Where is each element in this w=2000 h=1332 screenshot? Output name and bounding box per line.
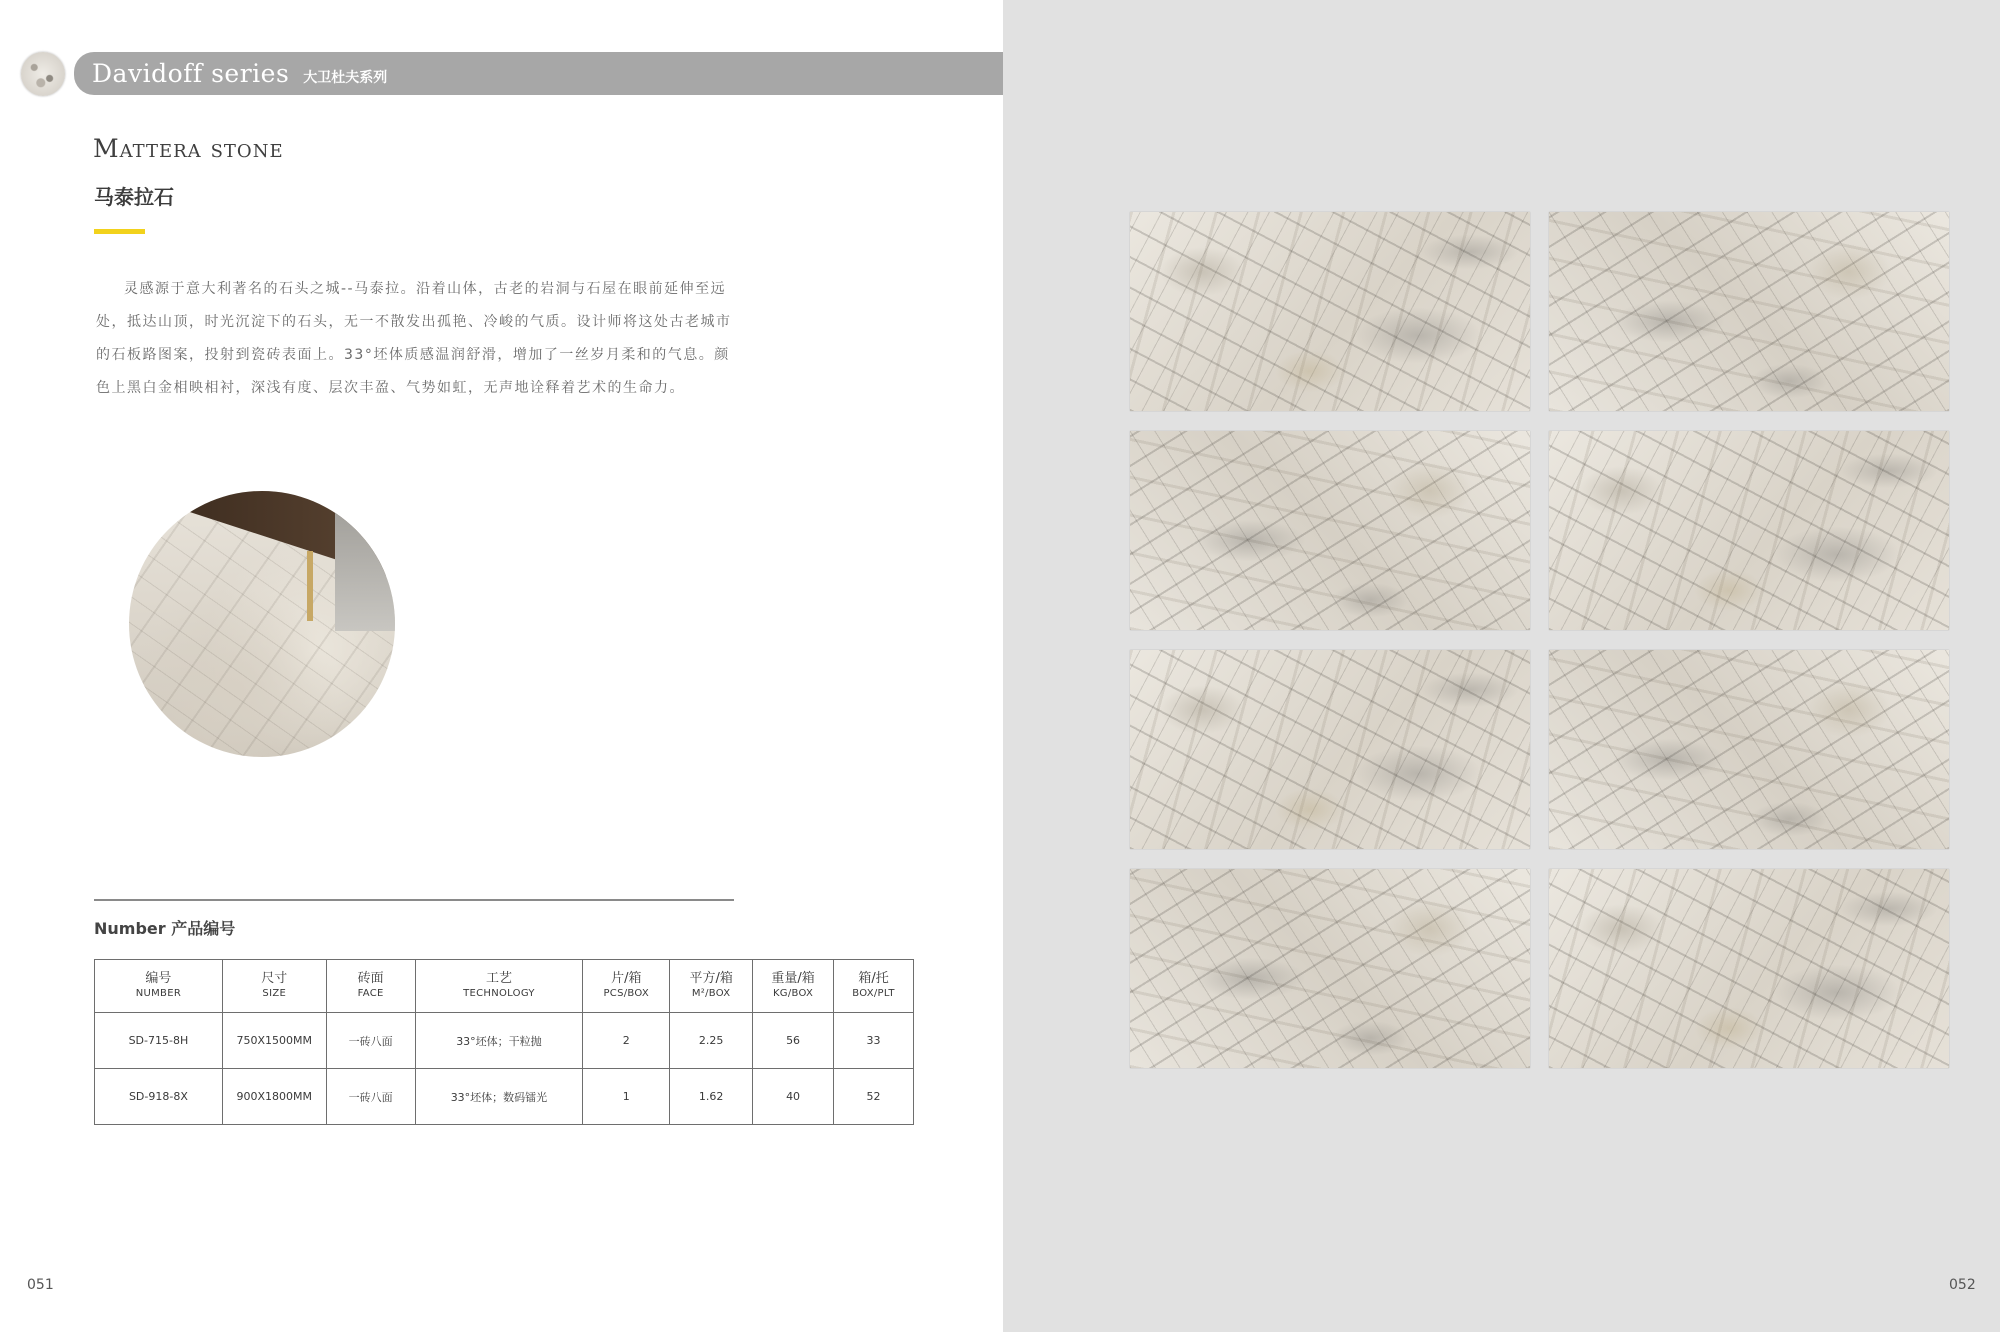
table-cell: 33: [834, 1013, 914, 1069]
stone-tile-sample: [1549, 431, 1949, 630]
product-description: 灵感源于意大利著名的石头之城--马泰拉。沿着山体，古老的岩洞与石屋在眼前延伸至远处，抵达山顶，时光沉淀下的石头，无一不散发出孤艳、冷峻的气质。设计师将这处古老城市的石板路图案，投射到瓷砖表面上。33°坯体质感温润舒滑，增加了一丝岁月柔和的气息。颜色上黑白金相映相衬，深浅有度、层次丰盈、气势如虹，无声地诠释着艺术的生命力。: [96, 281, 732, 396]
table-cell: 一砖八面: [326, 1069, 415, 1125]
spec-table: [94, 959, 914, 1125]
number-heading: Number 产品编号: [94, 919, 236, 938]
table-cell: 2: [583, 1013, 670, 1069]
table-cell: SD-715-8H: [95, 1013, 223, 1069]
table-cell: 33°坯体；干粒抛: [415, 1013, 583, 1069]
product-title: Mattera stone: [93, 134, 284, 163]
stone-tile-sample: [1130, 650, 1530, 849]
table-cell: 一砖八面: [326, 1013, 415, 1069]
table-cell: 1.62: [670, 1069, 753, 1125]
page-number-right: 052: [1949, 1277, 1976, 1293]
table-row: [95, 1013, 914, 1069]
wall-shape: [335, 491, 395, 631]
table-cell: 52: [834, 1069, 914, 1125]
product-title-cn: 马泰拉石: [94, 185, 174, 209]
room-scene-photo: [129, 491, 395, 757]
page-number-left: 051: [27, 1277, 54, 1293]
table-cell: 2.25: [670, 1013, 753, 1069]
table-cell: 900X1800MM: [222, 1069, 326, 1125]
table-cell: 40: [753, 1069, 834, 1125]
spec-header-row: [95, 960, 914, 1013]
table-cell: 750X1500MM: [222, 1013, 326, 1069]
stone-tile-sample: [1130, 431, 1530, 630]
table-cell: 56: [753, 1013, 834, 1069]
stone-tile-sample: [1549, 212, 1949, 411]
accent-underline: [94, 229, 145, 234]
spec-header-cell: 编号 NUMBER: [95, 960, 223, 1013]
stone-tile-sample: [1130, 869, 1530, 1068]
spec-header-cell: 工艺 TECHNOLOGY: [415, 960, 583, 1013]
section-divider: [94, 899, 734, 901]
stone-tile-sample: [1549, 650, 1949, 849]
spec-header-cell: 片/箱 PCS/BOX: [583, 960, 670, 1013]
table-cell: 1: [583, 1069, 670, 1125]
table-row: [95, 1069, 914, 1125]
series-stone-badge: [21, 52, 65, 96]
stone-tile-sample: [1130, 212, 1530, 411]
series-name: Davidoff series: [92, 59, 290, 88]
series-name-cn: 大卫杜夫系列: [303, 69, 388, 86]
table-cell: 33°坯体；数码镭光: [415, 1069, 583, 1125]
spec-header-cell: 尺寸 SIZE: [222, 960, 326, 1013]
spec-header-cell: 箱/托 BOX/PLT: [834, 960, 914, 1013]
series-header-bar: [74, 52, 1003, 95]
spec-header-cell: 重量/箱 KG/BOX: [753, 960, 834, 1013]
table-leg-shape: [307, 551, 313, 621]
spec-header-cell: 砖面 FACE: [326, 960, 415, 1013]
table-cell: SD-918-8X: [95, 1069, 223, 1125]
stone-tile-sample: [1549, 869, 1949, 1068]
spec-header-cell: 平方/箱 M²/BOX: [670, 960, 753, 1013]
